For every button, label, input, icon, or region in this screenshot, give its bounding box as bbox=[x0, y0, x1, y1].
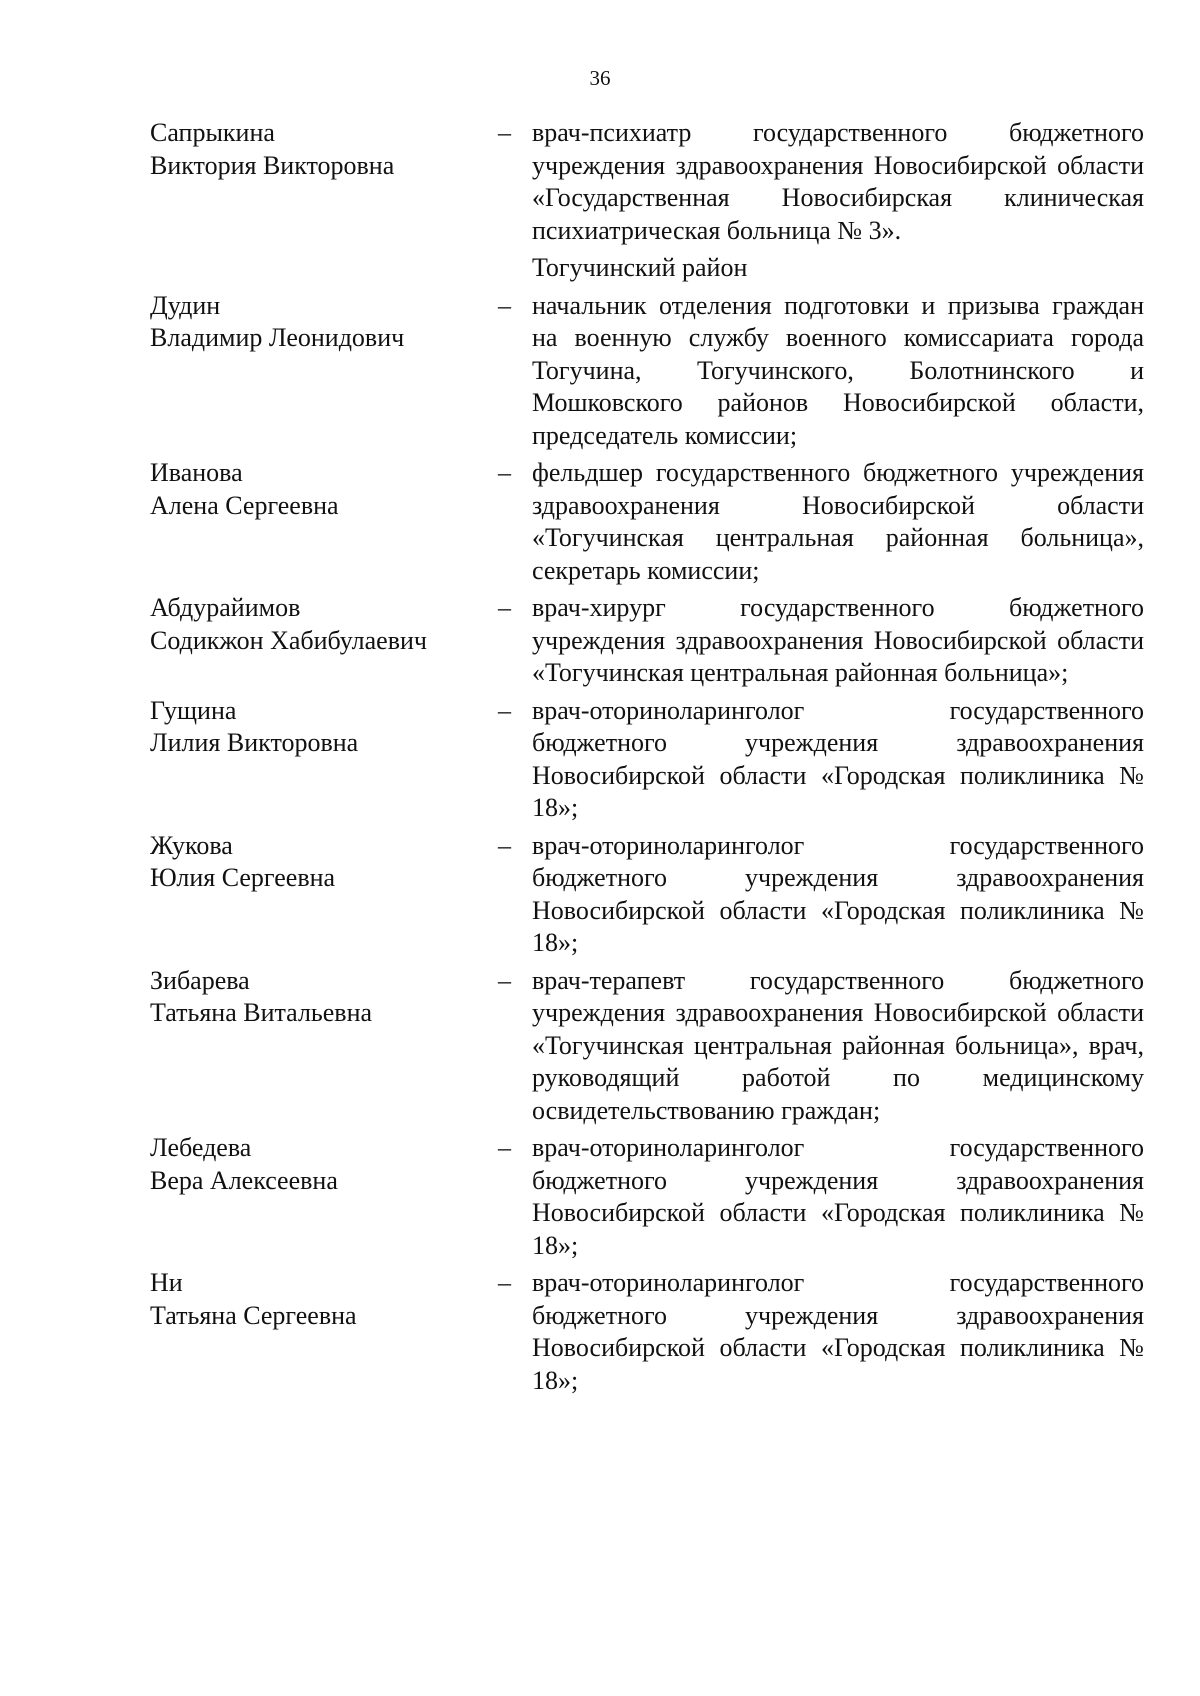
member-given-names: Владимир Леонидович bbox=[150, 323, 405, 352]
member-surname: Зибарева bbox=[150, 965, 250, 995]
member-position: врач-терапевт государственного бюджетного учреждения здравоохранения Новосибирской области «Тогучинская центральная районная больница», врач, руководящий работой по медицинскому освидетельствованию граждан; bbox=[532, 965, 1144, 1125]
member-surname: Иванова bbox=[150, 458, 243, 487]
district-heading: Тогучинский район bbox=[532, 253, 748, 282]
member-position: врач-психиатр государственного бюджетного учреждения здравоохранения Новосибирской области «Государственная Новосибирская клиническая психиатрическая больница № 3». bbox=[532, 118, 1144, 245]
member-name bbox=[150, 1132, 498, 1262]
member-position: врач-хирург государственного бюджетного учреждения здравоохранения Новосибирской области «Тогучинская центральная районная больница»; bbox=[532, 593, 1144, 687]
member-surname: Лебедева bbox=[150, 1133, 252, 1162]
dash-separator: – bbox=[498, 593, 511, 622]
member-position: врач-оториноларинголог государственного бюджетного учреждения здравоохранения Новосибирской области «Городская поликлиника № 18»; bbox=[532, 695, 1144, 822]
member-name bbox=[150, 457, 498, 587]
dash-separator: – bbox=[498, 965, 511, 995]
member-position: фельдшер государственного бюджетного учреждения здравоохранения Новосибирской области «Тогучинская центральная районная больница», секретарь комиссии; bbox=[532, 458, 1144, 585]
list-item bbox=[150, 1132, 1144, 1262]
member-surname: Жукова bbox=[150, 830, 233, 860]
member-name bbox=[150, 592, 498, 690]
member-name bbox=[150, 965, 498, 1128]
member-given-names: Содикжон Хабибулаевич bbox=[150, 625, 427, 655]
member-surname: Дудин bbox=[150, 290, 221, 320]
member-name bbox=[150, 830, 498, 960]
list-item-first bbox=[150, 117, 1144, 247]
member-given-names: Татьяна Сергеевна bbox=[150, 1300, 357, 1330]
member-name bbox=[150, 695, 498, 825]
list-item bbox=[150, 695, 1144, 825]
member-given-names: Алена Сергеевна bbox=[150, 490, 339, 520]
member-surname: Абдурайимов bbox=[150, 593, 301, 622]
dash-separator: – bbox=[498, 290, 511, 320]
member-position: врач-оториноларинголог государственного бюджетного учреждения здравоохранения Новосибирской области «Городская поликлиника № 18»; bbox=[532, 830, 1144, 957]
member-position: врач-оториноларинголог государственного бюджетного учреждения здравоохранения Новосибирской области «Городская поликлиника № 18»; bbox=[532, 1268, 1144, 1395]
member-name bbox=[150, 1267, 498, 1397]
member-surname: Сапрыкина bbox=[150, 118, 275, 147]
dash-separator: – bbox=[498, 695, 511, 725]
member-given-names: Виктория Викторовна bbox=[150, 150, 395, 180]
commission-list bbox=[150, 117, 1144, 1402]
member-given-names: Юлия Сергеевна bbox=[150, 863, 336, 892]
list-item bbox=[150, 1267, 1144, 1397]
dash-separator: – bbox=[498, 830, 511, 860]
member-given-names: Вера Алексеевна bbox=[150, 1165, 338, 1195]
dash-separator: – bbox=[498, 1133, 511, 1162]
page-number: 36 bbox=[589, 66, 611, 90]
dash-separator: – bbox=[498, 118, 511, 147]
member-position: врач-оториноларинголог государственного бюджетного учреждения здравоохранения Новосибирской области «Городская поликлиника № 18»; bbox=[532, 1133, 1144, 1260]
list-item bbox=[150, 830, 1144, 960]
list-item bbox=[150, 290, 1144, 453]
member-name bbox=[150, 117, 498, 247]
member-given-names: Лилия Викторовна bbox=[150, 728, 359, 757]
member-surname: Гущина bbox=[150, 695, 237, 725]
member-surname: Ни bbox=[150, 1268, 183, 1297]
dash-separator: – bbox=[498, 1268, 511, 1297]
list-item bbox=[150, 965, 1144, 1128]
dash-separator: – bbox=[498, 458, 511, 487]
member-given-names: Татьяна Витальевна bbox=[150, 998, 373, 1027]
member-name bbox=[150, 290, 498, 453]
list-item bbox=[150, 592, 1144, 690]
member-position: начальник отделения подготовки и призыва граждан на военную службу военного комиссариата города Тогучина, Тогучинского, Болотнинского и Мошковского районов Новосибирской области, председатель комиссии; bbox=[532, 290, 1144, 450]
list-item bbox=[150, 457, 1144, 587]
